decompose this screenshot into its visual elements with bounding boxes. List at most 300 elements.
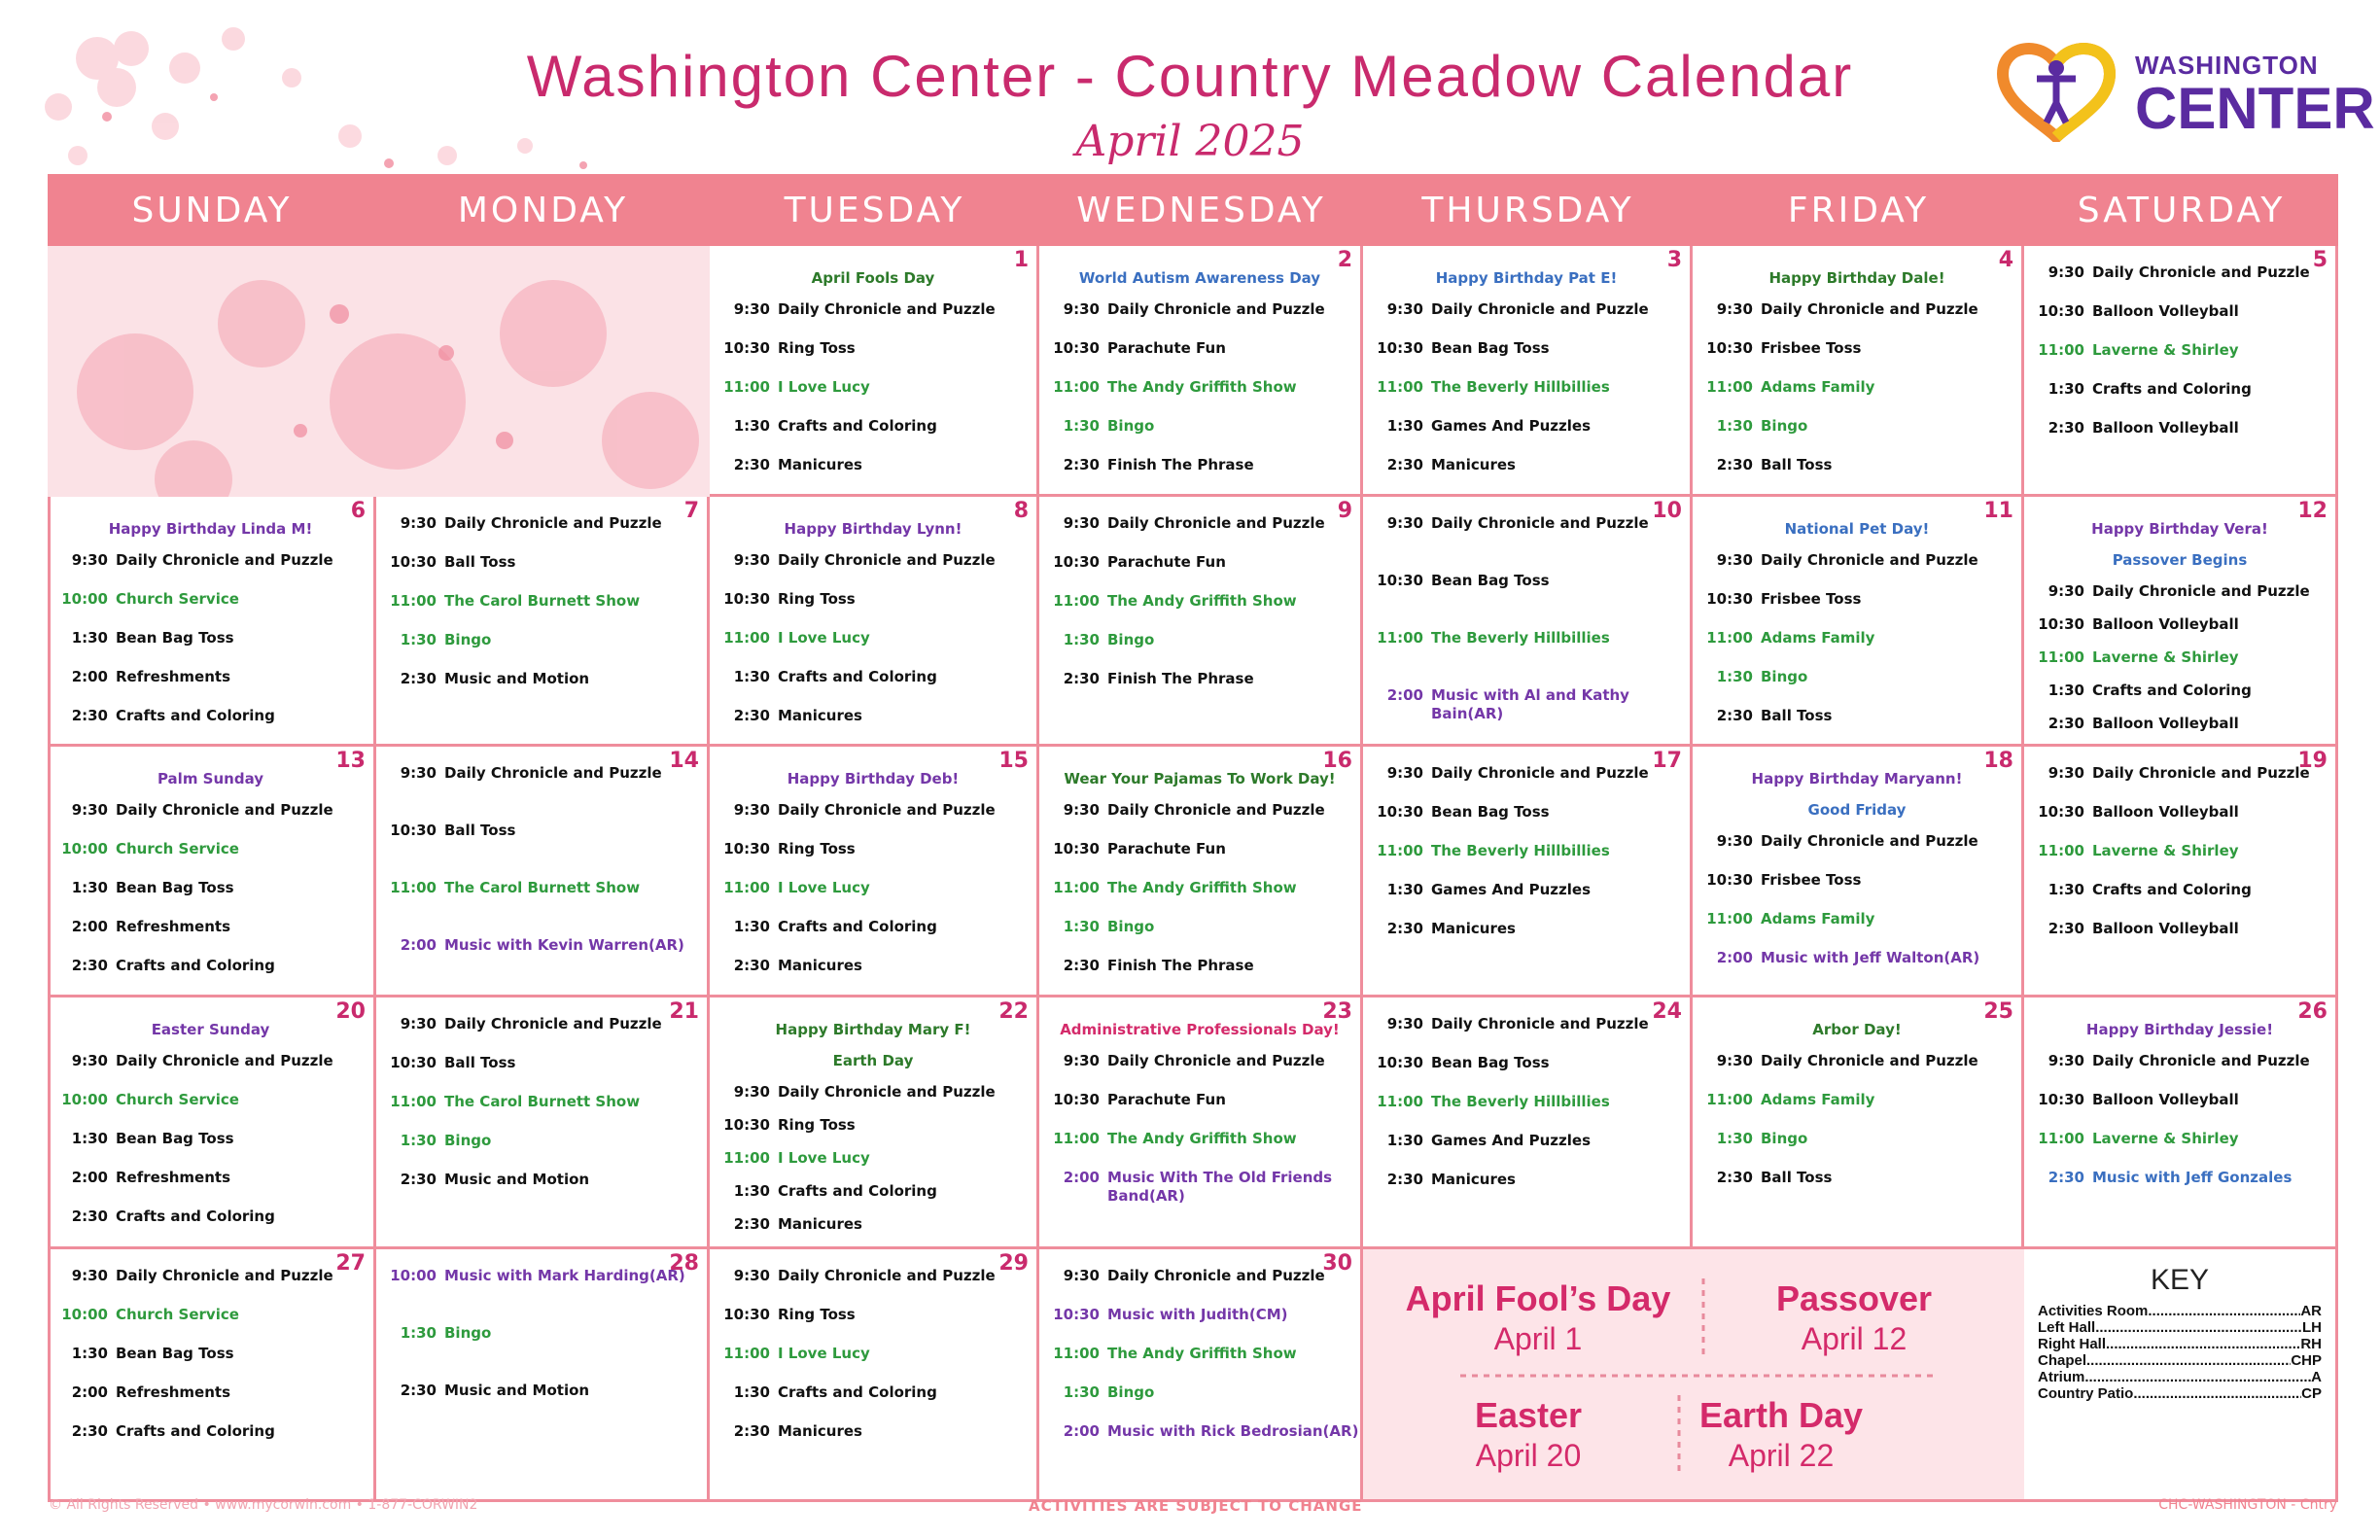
divider-lines: [1363, 1249, 2024, 1499]
key-code: A: [2311, 1369, 2322, 1385]
activity-item: [2024, 1052, 2335, 1070]
activity-name: Daily Chronicle and Puzzle: [1107, 1052, 1325, 1069]
activity-item: [2024, 842, 2335, 860]
weekday-monday: MONDAY: [457, 190, 629, 230]
activity-time: 2:30: [2048, 920, 2084, 937]
activity-item: [1039, 1169, 1360, 1206]
day-number: 12: [2297, 499, 2328, 523]
day-cell: [1039, 1249, 1363, 1502]
key-row: [2038, 1385, 2322, 1402]
activity-time: 2:30: [400, 670, 437, 687]
day-note: Happy Birthday Linda M!: [108, 520, 313, 538]
activity-item: [1039, 631, 1360, 649]
activity-item: [710, 378, 1036, 397]
activity-name: Music with Mark Harding(AR): [444, 1267, 685, 1284]
flower-decoration-cell: [48, 246, 710, 497]
activity-name: Refreshments: [116, 1383, 231, 1401]
activity-time: 11:00: [1053, 1345, 1100, 1362]
activity-item: [1039, 670, 1360, 688]
activity-time: 1:30: [2048, 380, 2084, 398]
activity-name: Bingo: [1761, 668, 1808, 685]
activity-name: Daily Chronicle and Puzzle: [444, 764, 662, 782]
key-label: Chapel: [2038, 1352, 2087, 1369]
day-note: Easter Sunday: [151, 1021, 270, 1038]
activity-time: 2:00: [71, 1383, 108, 1401]
activity-time: 10:00: [61, 1091, 108, 1108]
activity-time: 2:30: [71, 707, 108, 724]
activity-time: 10:30: [1377, 803, 1423, 821]
activity-item: [1039, 300, 1360, 319]
activity-name: Bingo: [1761, 417, 1808, 435]
activity-name: Parachute Fun: [1107, 1091, 1226, 1108]
activity-time: 9:30: [1063, 300, 1100, 318]
activity-name: Ring Toss: [778, 1306, 856, 1323]
activity-name: Music and Motion: [444, 1382, 590, 1399]
activity-time: 1:30: [2048, 682, 2084, 699]
activity-name: Balloon Volleyball: [2092, 920, 2239, 937]
activity-time: 10:30: [723, 339, 770, 357]
activity-time: 1:30: [1063, 417, 1100, 435]
key-code: LH: [2302, 1319, 2322, 1336]
activity-item: [2024, 263, 2335, 282]
day-number: 17: [1652, 749, 1682, 773]
day-cell: [2024, 497, 2338, 747]
day-cell: [1363, 246, 1693, 497]
activity-time: 9:30: [733, 801, 770, 819]
activity-time: 10:30: [1053, 1306, 1100, 1323]
activity-item: [2024, 764, 2335, 783]
activity-time: 1:30: [1063, 631, 1100, 648]
activity-time: 1:30: [733, 668, 770, 685]
day-note: Arbor Day!: [1812, 1021, 1902, 1038]
activity-name: Bingo: [444, 1132, 492, 1149]
key-label: Right Hall: [2038, 1336, 2106, 1352]
weekday-saturday: SATURDAY: [2077, 190, 2286, 230]
day-cell: [1363, 747, 1693, 998]
activity-time: 11:00: [1377, 629, 1423, 647]
activity-time: 1:30: [400, 1132, 437, 1149]
day-number: 21: [669, 999, 699, 1024]
activity-time: 10:30: [1053, 840, 1100, 858]
activity-item: [376, 1324, 707, 1343]
key-leader: [2095, 1319, 2302, 1336]
activity-time: 2:30: [2048, 715, 2084, 732]
activity-item: [710, 1215, 1036, 1234]
activity-name: Daily Chronicle and Puzzle: [1107, 801, 1325, 819]
activity-item: [2024, 803, 2335, 822]
activity-time: 2:30: [400, 1171, 437, 1188]
activity-name: Balloon Volleyball: [2092, 715, 2239, 732]
activity-item: [48, 629, 373, 648]
activity-name: I Love Lucy: [778, 1345, 870, 1362]
activity-item: [710, 957, 1036, 975]
activity-name: Daily Chronicle and Puzzle: [778, 1267, 996, 1284]
activity-time: 10:30: [1706, 339, 1753, 357]
activity-name: Daily Chronicle and Puzzle: [2092, 1052, 2310, 1069]
activity-time: 1:30: [71, 879, 108, 896]
activity-name: Manicures: [778, 707, 862, 724]
activity-time: 9:30: [733, 551, 770, 569]
activity-time: 2:30: [733, 1215, 770, 1233]
activity-time: 10:30: [2038, 615, 2084, 633]
activity-name: Frisbee Toss: [1761, 339, 1862, 357]
activity-time: 9:30: [733, 300, 770, 318]
activity-name: Church Service: [116, 590, 239, 608]
day-number: 4: [1998, 248, 2013, 272]
activity-item: [710, 300, 1036, 319]
activity-item: [710, 629, 1036, 648]
activity-time: 1:30: [1386, 881, 1423, 898]
activity-time: 1:30: [400, 1324, 437, 1342]
activity-name: Balloon Volleyball: [2092, 302, 2239, 320]
activity-name: Daily Chronicle and Puzzle: [2092, 263, 2310, 281]
day-note: April Fools Day: [811, 269, 935, 287]
activity-name: Adams Family: [1761, 629, 1875, 647]
activity-time: 9:30: [400, 764, 437, 782]
activity-time: 10:30: [2038, 803, 2084, 821]
activity-time: 1:30: [733, 918, 770, 935]
activity-time: 2:30: [1716, 707, 1753, 724]
activity-item: [376, 1054, 707, 1072]
activity-item: [1039, 1267, 1360, 1285]
day-cell: [1039, 497, 1363, 747]
day-number: 26: [2297, 999, 2328, 1024]
activity-time: 2:00: [1063, 1169, 1100, 1186]
activity-time: 10:00: [61, 590, 108, 608]
activity-item: [48, 1422, 373, 1441]
activity-time: 10:30: [1377, 572, 1423, 589]
activity-item: [1039, 957, 1360, 975]
activity-time: 11:00: [2038, 842, 2084, 859]
activity-name: Bean Bag Toss: [116, 1345, 234, 1362]
activity-item: [376, 936, 707, 955]
activity-item: [710, 1182, 1036, 1201]
activity-item: [1363, 1132, 1690, 1150]
activity-name: Manicures: [1431, 1171, 1516, 1188]
activity-time: 1:30: [1386, 1132, 1423, 1149]
activity-name: Games And Puzzles: [1431, 881, 1592, 898]
activity-time: 2:00: [1716, 949, 1753, 966]
activity-time: 10:30: [723, 1306, 770, 1323]
activity-name: Manicures: [778, 456, 862, 473]
key-label: Country Patio: [2038, 1385, 2134, 1402]
activity-name: The Carol Burnett Show: [444, 1093, 641, 1110]
activity-name: Daily Chronicle and Puzzle: [116, 1052, 333, 1069]
activity-time: 11:00: [1053, 378, 1100, 396]
key-code: AR: [2300, 1303, 2322, 1319]
page-title: Washington Center - Country Meadow Calendar: [526, 44, 1854, 109]
activity-time: 11:00: [1706, 378, 1753, 396]
activity-item: [710, 918, 1036, 936]
activity-name: Finish The Phrase: [1107, 957, 1254, 974]
activity-item: [710, 1267, 1036, 1285]
activity-time: 1:30: [733, 1383, 770, 1401]
activity-name: Adams Family: [1761, 378, 1875, 396]
day-cell: [48, 1249, 376, 1502]
activity-item: [2024, 920, 2335, 938]
activity-time: 9:30: [1386, 1015, 1423, 1032]
activity-name: Ball Toss: [1761, 707, 1833, 724]
activity-item: [1693, 1091, 2021, 1109]
activity-time: 2:00: [71, 918, 108, 935]
key-row: [2038, 1369, 2322, 1385]
activity-item: [1693, 456, 2021, 474]
activity-item: [1693, 339, 2021, 358]
activity-time: 2:30: [2048, 1169, 2084, 1186]
activity-time: 2:30: [400, 1382, 437, 1399]
activity-item: [1693, 300, 2021, 319]
activity-item: [376, 514, 707, 533]
activity-item: [1039, 339, 1360, 358]
activity-time: 1:30: [1063, 918, 1100, 935]
day-cell: [376, 497, 710, 747]
activity-name: Refreshments: [116, 668, 231, 685]
activity-item: [1039, 1422, 1360, 1441]
activity-name: Music With The Old Friends Band(AR): [1107, 1169, 1333, 1205]
activity-name: Ring Toss: [778, 1116, 856, 1134]
activity-item: [1039, 1306, 1360, 1324]
activity-time: 9:30: [1063, 514, 1100, 532]
activity-time: 10:30: [1706, 590, 1753, 608]
activity-name: Manicures: [778, 1422, 862, 1440]
activity-name: Daily Chronicle and Puzzle: [2092, 582, 2310, 600]
activity-item: [1363, 1171, 1690, 1189]
activity-item: [710, 801, 1036, 820]
activity-item: [1363, 378, 1690, 397]
day-cell: [376, 747, 710, 998]
activity-name: Crafts and Coloring: [778, 1383, 937, 1401]
activity-name: Bingo: [1107, 631, 1155, 648]
activity-time: 9:30: [1716, 300, 1753, 318]
activity-name: Bean Bag Toss: [1431, 572, 1550, 589]
activity-time: 1:30: [733, 1182, 770, 1200]
day-number: 13: [335, 749, 366, 773]
blossom-pattern: [48, 246, 710, 497]
activity-time: 10:00: [61, 840, 108, 858]
activity-name: The Carol Burnett Show: [444, 592, 641, 610]
activity-item: [376, 1382, 707, 1400]
activity-name: Daily Chronicle and Puzzle: [778, 1083, 996, 1101]
activity-time: 10:30: [2038, 1091, 2084, 1108]
activity-name: Bingo: [1107, 417, 1155, 435]
activity-name: Manicures: [1431, 920, 1516, 937]
day-note: Good Friday: [1807, 801, 1907, 819]
day-note: Administrative Professionals Day!: [1060, 1021, 1340, 1038]
activity-name: I Love Lucy: [778, 879, 870, 896]
activity-name: Music with Jeff Gonzales: [2092, 1169, 2292, 1186]
activity-item: [1693, 910, 2021, 928]
day-note: Palm Sunday: [157, 770, 264, 788]
day-number: 8: [1013, 499, 1029, 523]
activity-time: 2:30: [733, 456, 770, 473]
activity-name: Parachute Fun: [1107, 339, 1226, 357]
activity-name: Finish The Phrase: [1107, 456, 1254, 473]
activity-name: Parachute Fun: [1107, 840, 1226, 858]
activity-name: Ring Toss: [778, 590, 856, 608]
key-title: KEY: [2150, 1264, 2210, 1296]
activity-time: 10:00: [61, 1306, 108, 1323]
activity-name: Ring Toss: [778, 339, 856, 357]
day-number: 20: [335, 999, 366, 1024]
activity-time: 11:00: [390, 592, 437, 610]
activity-name: Bean Bag Toss: [1431, 339, 1550, 357]
activity-item: [1693, 590, 2021, 609]
activity-time: 10:30: [390, 1054, 437, 1071]
activity-item: [48, 1169, 373, 1187]
activity-item: [1693, 629, 2021, 648]
day-cell: [2024, 998, 2338, 1249]
day-number: 3: [1666, 248, 1682, 272]
weekday-sunday: SUNDAY: [131, 190, 293, 230]
activity-name: The Andy Griffith Show: [1107, 1130, 1297, 1147]
activity-item: [1363, 300, 1690, 319]
activity-name: Frisbee Toss: [1761, 871, 1862, 889]
activity-time: 10:30: [723, 1116, 770, 1134]
activity-name: Laverne & Shirley: [2092, 842, 2239, 859]
activity-name: Music and Motion: [444, 670, 590, 687]
logo-line-2: CENTER: [2135, 76, 2375, 141]
activity-time: 11:00: [390, 879, 437, 896]
activity-item: [1039, 553, 1360, 572]
activity-item: [1693, 1130, 2021, 1148]
activity-name: Daily Chronicle and Puzzle: [1431, 764, 1649, 782]
activity-time: 11:00: [1706, 910, 1753, 928]
activity-item: [48, 1345, 373, 1363]
activity-time: 11:00: [723, 1345, 770, 1362]
activity-name: Daily Chronicle and Puzzle: [1761, 1052, 1978, 1069]
activity-name: Laverne & Shirley: [2092, 648, 2239, 666]
activity-time: 2:30: [1386, 1171, 1423, 1188]
day-cell: [48, 497, 376, 747]
day-number: 30: [1322, 1251, 1352, 1276]
key-rows: [2038, 1303, 2322, 1402]
activity-item: [1363, 629, 1690, 648]
day-cell: [1693, 998, 2024, 1249]
activity-time: 1:30: [1386, 417, 1423, 435]
day-note: Happy Birthday Mary F!: [775, 1021, 971, 1038]
activity-item: [2024, 715, 2335, 733]
activity-name: Crafts and Coloring: [778, 918, 937, 935]
activity-item: [376, 553, 707, 572]
activity-item: [710, 1345, 1036, 1363]
activity-item: [1039, 378, 1360, 397]
activity-name: The Beverly Hillbillies: [1431, 629, 1610, 647]
activity-item: [710, 1422, 1036, 1441]
activity-item: [48, 801, 373, 820]
activity-item: [1039, 1130, 1360, 1148]
activity-item: [1363, 1054, 1690, 1072]
activity-name: Daily Chronicle and Puzzle: [1107, 300, 1325, 318]
day-cell: [1693, 246, 2024, 497]
activity-item: [376, 670, 707, 688]
activity-time: 11:00: [1053, 1130, 1100, 1147]
day-note: Wear Your Pajamas To Work Day!: [1064, 770, 1336, 788]
activity-name: Music with Judith(CM): [1107, 1306, 1288, 1323]
day-note: Happy Birthday Pat E!: [1435, 269, 1618, 287]
activity-name: Daily Chronicle and Puzzle: [116, 551, 333, 569]
activity-name: Manicures: [778, 957, 862, 974]
activity-item: [710, 1083, 1036, 1102]
activity-item: [710, 668, 1036, 686]
activity-name: Crafts and Coloring: [116, 707, 275, 724]
activity-time: 9:30: [733, 1083, 770, 1101]
activity-name: Bingo: [1107, 918, 1155, 935]
code-footer: CHC-WASHINGTON - Cntry: [2158, 1497, 2337, 1513]
activity-item: [1039, 1052, 1360, 1070]
activity-name: The Andy Griffith Show: [1107, 879, 1297, 896]
day-number: 10: [1652, 499, 1682, 523]
activity-time: 9:30: [1716, 1052, 1753, 1069]
activity-item: [1693, 832, 2021, 851]
activity-time: 2:30: [1386, 456, 1423, 473]
activity-item: [48, 1052, 373, 1070]
day-number: 29: [998, 1251, 1029, 1276]
activity-item: [1039, 1345, 1360, 1363]
activity-item: [1363, 514, 1690, 533]
activity-name: Balloon Volleyball: [2092, 615, 2239, 633]
activity-name: Crafts and Coloring: [2092, 380, 2252, 398]
activity-name: Bean Bag Toss: [116, 1130, 234, 1147]
activity-time: 9:30: [1063, 1052, 1100, 1069]
activity-name: Bean Bag Toss: [116, 629, 234, 647]
activity-time: 2:00: [71, 668, 108, 685]
day-cell: [710, 998, 1039, 1249]
activity-time: 9:30: [1063, 1267, 1100, 1284]
activity-item: [48, 1130, 373, 1148]
activity-time: 11:00: [1706, 1091, 1753, 1108]
activity-time: 9:30: [2048, 582, 2084, 600]
activity-item: [48, 1306, 373, 1324]
day-note: National Pet Day!: [1784, 520, 1930, 538]
activity-time: 9:30: [71, 801, 108, 819]
activity-name: The Andy Griffith Show: [1107, 1345, 1297, 1362]
day-cell: [376, 1249, 710, 1502]
day-number: 18: [1983, 749, 2013, 773]
activity-time: 2:30: [733, 957, 770, 974]
activity-item: [710, 879, 1036, 897]
activity-item: [48, 1383, 373, 1402]
activity-name: Daily Chronicle and Puzzle: [1107, 514, 1325, 532]
activity-item: [48, 879, 373, 897]
day-cell: [1039, 998, 1363, 1249]
activity-time: 2:30: [71, 1422, 108, 1440]
activity-item: [1693, 378, 2021, 397]
activity-item: [376, 1015, 707, 1033]
day-number: 11: [1983, 499, 2013, 523]
activity-name: Music with Al and Kathy Bain(AR): [1431, 686, 1629, 722]
activity-time: 1:30: [1716, 417, 1753, 435]
activity-item: [2024, 582, 2335, 601]
activity-time: 1:30: [1716, 668, 1753, 685]
activity-name: Manicures: [778, 1215, 862, 1233]
activity-time: 11:00: [723, 378, 770, 396]
activity-name: Laverne & Shirley: [2092, 341, 2239, 359]
day-number: 9: [1337, 499, 1352, 523]
activity-name: Laverne & Shirley: [2092, 1130, 2239, 1147]
activity-item: [48, 840, 373, 858]
activity-name: Church Service: [116, 1091, 239, 1108]
activity-item: [1039, 514, 1360, 533]
activity-name: Bingo: [1761, 1130, 1808, 1147]
activity-item: [710, 456, 1036, 474]
day-cell: [1039, 747, 1363, 998]
activity-item: [1363, 339, 1690, 358]
copyright-footer: © All Rights Reserved • www.mycorwin.com • 1-877-CORWIN2: [49, 1497, 478, 1513]
activity-name: Bean Bag Toss: [1431, 803, 1550, 821]
key-code: CP: [2301, 1385, 2322, 1402]
day-note: Happy Birthday Dale!: [1768, 269, 1945, 287]
activity-name: Ball Toss: [444, 553, 516, 571]
